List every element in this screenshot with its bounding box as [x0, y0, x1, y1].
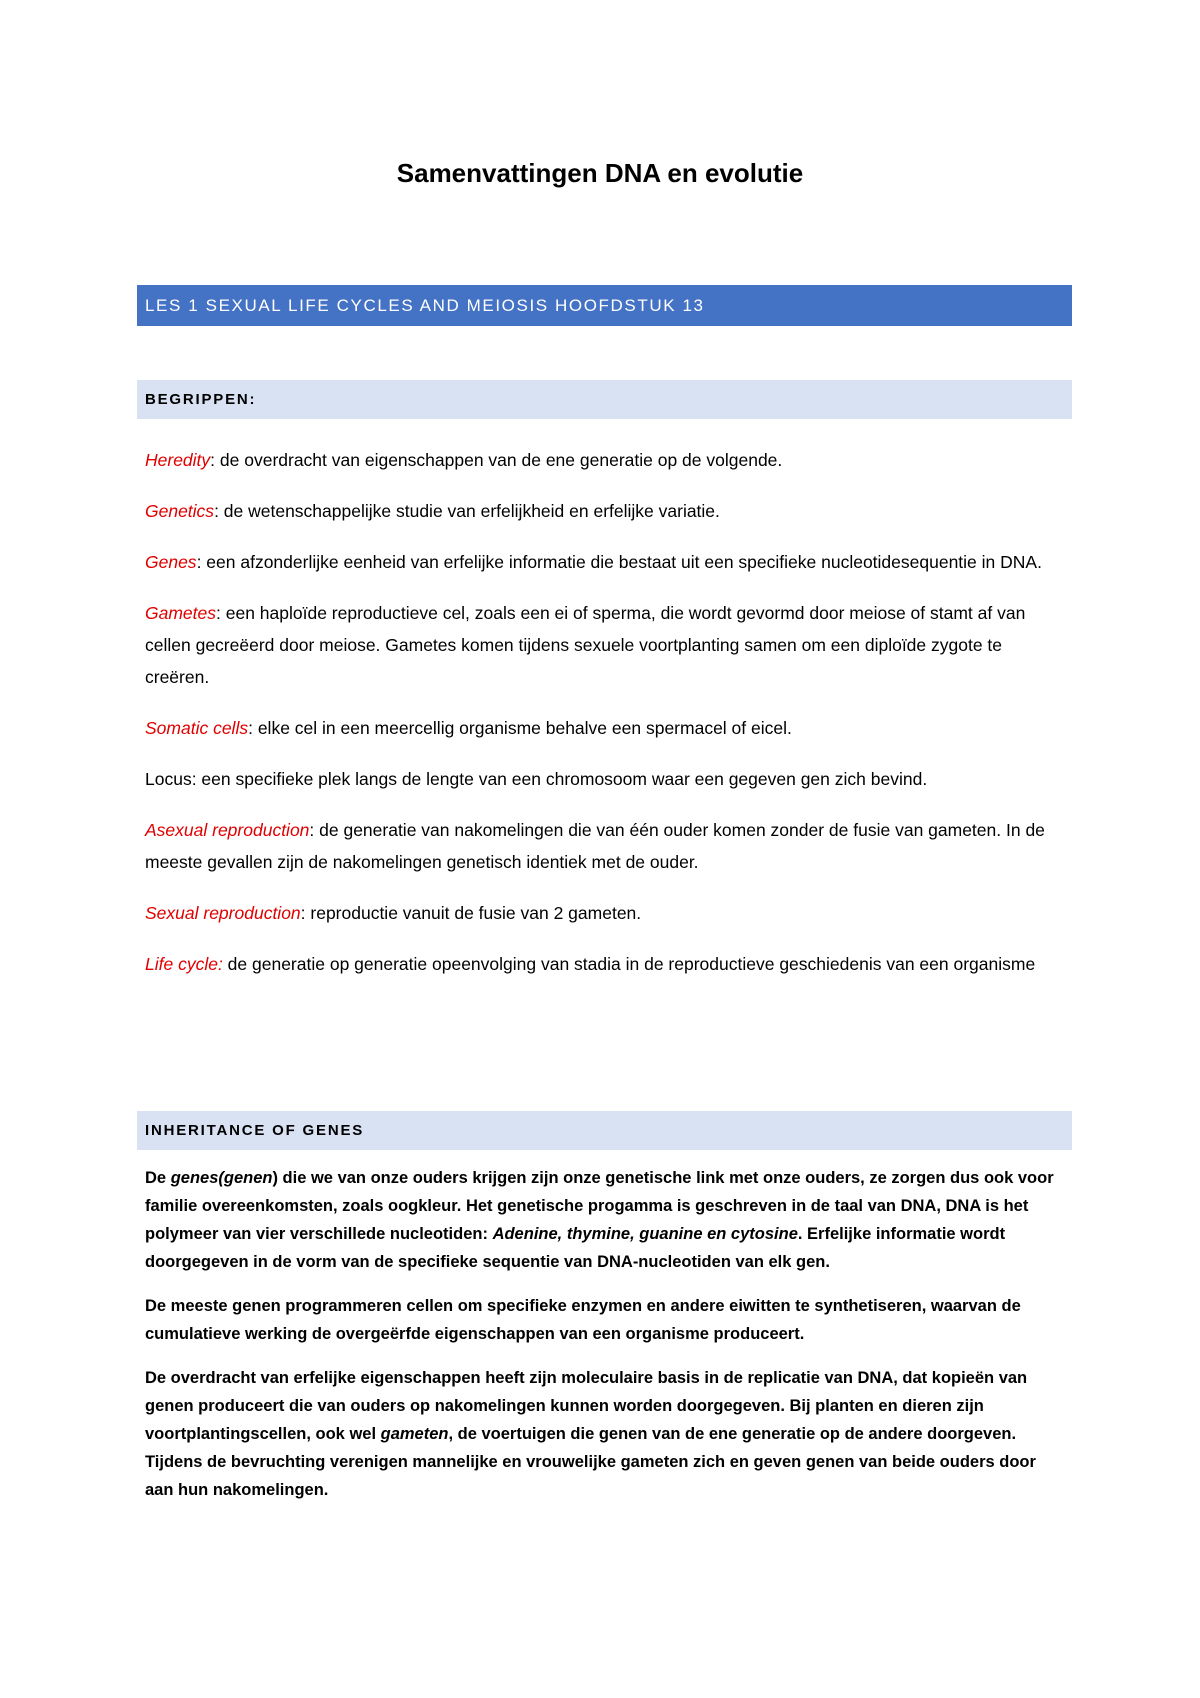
- definition-text: : de overdracht van eigenschappen van de ene generatie op de volgende.: [210, 450, 783, 470]
- definition-term: Gametes: [145, 603, 216, 623]
- subheading-begrippen: [137, 380, 1072, 419]
- definition-genetics: [145, 495, 1065, 527]
- text-run: , de voertuigen die genen van de ene generatie op de andere doorgeven. Tijdens de bevruchting verenigen mannelijke en vrouwelijke gameten zich en geven genen van beide ouders door aan hun nakomelingen.: [145, 1425, 1036, 1499]
- definition-term: Genetics: [145, 501, 215, 521]
- definition-sexual-reproduction: [145, 897, 1065, 929]
- text-run-italic: Adenine, thymine, guanine en cytosine: [492, 1225, 798, 1243]
- text-run-italic: genes(genen: [170, 1169, 273, 1187]
- definition-text: : elke cel in een meercellig organisme behalve een spermacel of eicel.: [248, 718, 792, 738]
- definition-text: de generatie op generatie opeenvolging van stadia in de reproductieve geschiedenis van een organisme: [222, 954, 1036, 974]
- definition-text: : een afzonderlijke eenheid van erfelijke informatie die bestaat uit een specifieke nucleotidesequentie in DNA.: [196, 552, 1042, 572]
- definition-text: : reproductie vanuit de fusie van 2 gameten.: [300, 903, 642, 923]
- definition-term: Heredity: [145, 450, 211, 470]
- definition-term: Sexual reproduction: [145, 903, 301, 923]
- definition-heredity: [145, 444, 1065, 476]
- definition-locus: [145, 763, 1065, 795]
- text-run-italic: gameten: [380, 1425, 449, 1443]
- definition-term: Genes: [145, 552, 197, 572]
- definition-somatic-cells: [145, 712, 1065, 744]
- definition-term: Life cycle:: [145, 954, 223, 974]
- document-title: Samenvattingen DNA en evolutie: [396, 158, 804, 188]
- definition-gametes: [145, 597, 1065, 693]
- definition-term: Asexual reproduction: [145, 820, 310, 840]
- paragraph-3: [145, 1364, 1065, 1504]
- text-run: ) die we van onze ouders krijgen zijn onze genetische link met onze ouders, ze zorgen dus ook voor familie overeenkomsten, zoals oogkleur. Het genetische progamma is geschreven in de taal van DNA, DNA is het polymeer van vier verschillede nucleotiden:: [145, 1169, 1054, 1243]
- definition-list: [145, 444, 1065, 999]
- text-run: De: [145, 1169, 171, 1187]
- subheading-text: BEGRIPPEN:: [145, 391, 257, 408]
- definition-text: Locus: een specifieke plek langs de lengte van een chromosoom waar een gegeven gen zich bevind.: [145, 769, 928, 789]
- definition-asexual-reproduction: [145, 814, 1065, 878]
- paragraph-1: [145, 1164, 1065, 1276]
- text-run: De overdracht van erfelijke eigenschappen heeft zijn moleculaire basis in de replicatie van DNA, dat kopieën van genen produceert die van ouders op nakomelingen kunnen worden doorgegeven. Bij planten en dieren zijn voortplantingscellen, ook wel: [145, 1369, 1028, 1443]
- subheading-inheritance: [137, 1111, 1072, 1150]
- definition-text: : een haploïde reproductieve cel, zoals een ei of sperma, die wordt gevormd door meiose of stamt af van cellen gecreëerd door meiose. Gametes komen tijdens sexuele voortplanting samen om een diploïde zygote te creëren.: [145, 603, 1026, 687]
- inheritance-body: [145, 1164, 1065, 1520]
- subheading-text: INHERITANCE OF GENES: [145, 1122, 365, 1139]
- definition-text: : de wetenschappelijke studie van erfelijkheid en erfelijke variatie.: [214, 501, 720, 521]
- section-heading-les1: [137, 285, 1072, 326]
- text-run: . Erfelijke informatie wordt doorgegeven in de vorm van de specifieke sequentie van DNA-nucleotiden van elk gen.: [145, 1225, 1006, 1271]
- paragraph-2: De meeste genen programmeren cellen om specifieke enzymen en andere eiwitten te synthetiseren, waarvan de cumulatieve werking de overgeërfde eigenschappen van een organisme produceert.: [145, 1297, 1021, 1343]
- definition-genes: [145, 546, 1065, 578]
- definition-text: : de generatie van nakomelingen die van één ouder komen zonder de fusie van gameten. In de meeste gevallen zijn de nakomelingen genetisch identiek met de ouder.: [145, 820, 1045, 872]
- definition-term: Somatic cells: [145, 718, 249, 738]
- section-heading-text: LES 1 SEXUAL LIFE CYCLES AND MEIOSIS HOOFDSTUK 13: [145, 295, 705, 315]
- definition-life-cycle: [145, 948, 1065, 980]
